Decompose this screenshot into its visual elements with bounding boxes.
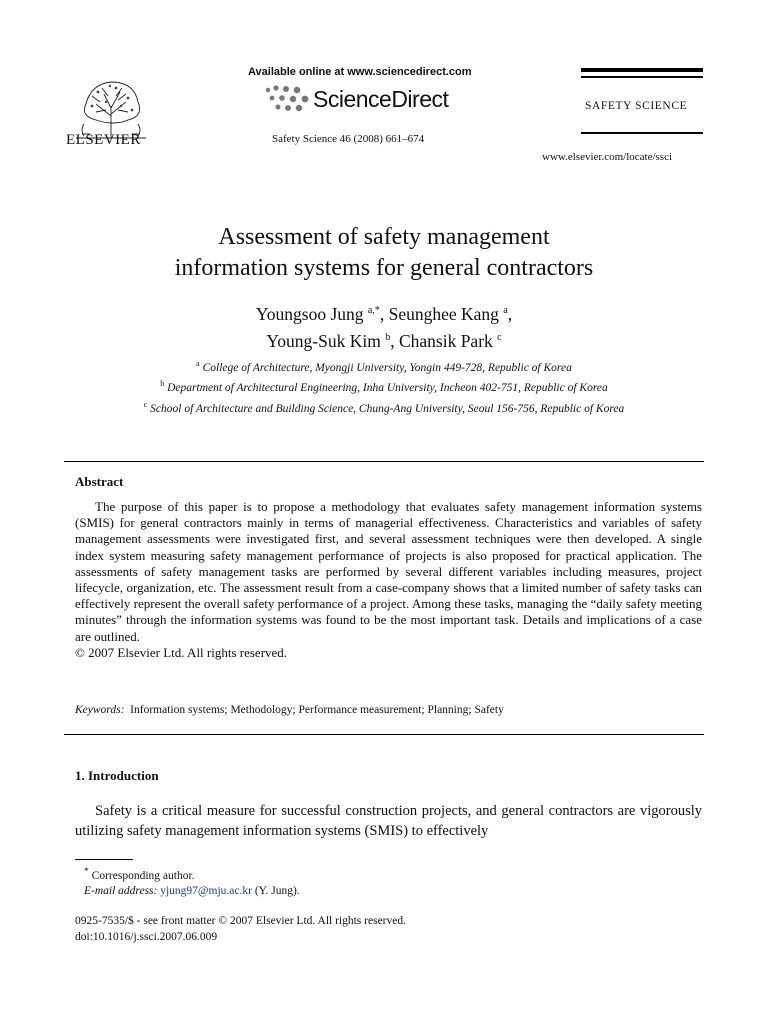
corresponding-author-text: Corresponding author. [91,869,195,882]
sciencedirect-wordmark: ScienceDirect [313,86,449,112]
email-label: E-mail address: [84,885,158,898]
publisher-name: ELSEVIER [66,132,141,148]
keywords-list: Information systems; Methodology; Performance measurement; Planning; Safety [130,704,504,716]
title-line-1: Assessment of safety management [218,224,550,250]
affiliation-marker: c [143,399,148,409]
email-link[interactable]: yjung97@mju.ac.kr [160,885,252,898]
affiliations [64,356,704,417]
author-affil-marker[interactable]: c [497,331,502,343]
affiliation-marker: a [196,359,200,368]
email-owner: (Y. Jung). [254,885,300,898]
footnote [84,864,300,900]
author-list [64,299,704,353]
header-rule-thick [581,68,703,72]
author-name[interactable]: Young-Suk Kim [266,330,381,351]
abstract-bottom-rule [64,734,704,735]
corresponding-author-note [84,864,300,884]
header-rule-bottom [581,132,703,134]
keywords [75,704,504,716]
doi-line[interactable]: doi:10.1016/j.ssci.2007.06.009 [75,931,218,943]
author-name[interactable]: Youngsoo Jung [255,303,364,324]
affiliation-c [64,397,704,417]
affiliation-text: School of Architecture and Building Science, Chung-Ang University, Seoul 156-756, Republic of Korea [150,402,625,415]
author-name[interactable]: Seunghee Kang [388,303,499,324]
author-affil-marker[interactable]: b [385,331,391,343]
abstract-heading: Abstract [75,474,124,489]
sciencedirect-dots-icon [262,84,312,114]
bottom-info [75,913,406,945]
abstract-body [75,499,702,661]
header-rule-thin [581,76,703,78]
affiliation-b [64,376,704,396]
author-affil-marker[interactable]: a [503,305,508,316]
abstract-text: The purpose of this paper is to propose a methodology that evaluates safety management information systems (SMIS) for general contractors mainly in terms of managerial effectiveness. Characteristics and variables of safety management assessments were investigated first, and several assessment techniques were then developed. A single index system measuring safety management performance of projects is also proposed for practical application. The assessments of safety management tasks are performed by several different variables including measures, project lifecycle, organization, etc. The assessment result from a case-company shows that a limited number of safety tasks can effectively represent the overall safety performance of a project. Among these tasks, managing the “daily safety meeting minutes” through the information systems was found to be the most important task. Details and implications of a case are outlined. [75,499,702,644]
article-title [64,222,704,284]
abstract-top-rule [64,461,704,462]
email-line [84,884,300,900]
available-online-text: Available online at www.sciencedirect.com [248,66,472,78]
introduction-text: Safety is a critical measure for successful construction projects, and general contractors are vigorously utilizing safety management information systems (SMIS) to effectively [75,803,702,839]
affiliation-text: College of Architecture, Myongji University, Yongin 449-728, Republic of Korea [202,361,572,374]
issn-line: 0925-7535/$ - see front matter © 2007 Elsevier Ltd. All rights reserved. [75,915,406,927]
journal-homepage-link[interactable]: www.elsevier.com/locate/ssci [542,151,673,163]
introduction-heading: 1. Introduction [75,768,159,783]
footnote-rule [75,859,133,860]
affiliation-a [64,356,704,376]
abstract-copyright: © 2007 Elsevier Ltd. All rights reserved. [75,644,288,660]
title-line-2: information systems for general contractors [174,255,594,281]
author-name[interactable]: Chansik Park [398,330,493,351]
affiliation-marker: b [160,379,165,389]
author-line-1: Youngsoo Jung $^{a,*}$, Seunghee Kang $^a$, [255,303,513,324]
affiliation-text: Department of Architectural Engineering, Inha University, Incheon 402-751, Republic of Korea [167,382,608,395]
author-line-2: Young-Suk Kim $^b$, Chansik Park $^c$ [266,330,502,351]
journal-reference: Safety Science 46 (2008) 661–674 [272,133,425,145]
journal-name: SAFETY SCIENCE [585,100,688,112]
author-affil-marker[interactable]: a,* [367,305,380,316]
keywords-label: Keywords: [75,704,125,716]
introduction-body [75,802,702,841]
footnote-marker: * [84,866,89,877]
